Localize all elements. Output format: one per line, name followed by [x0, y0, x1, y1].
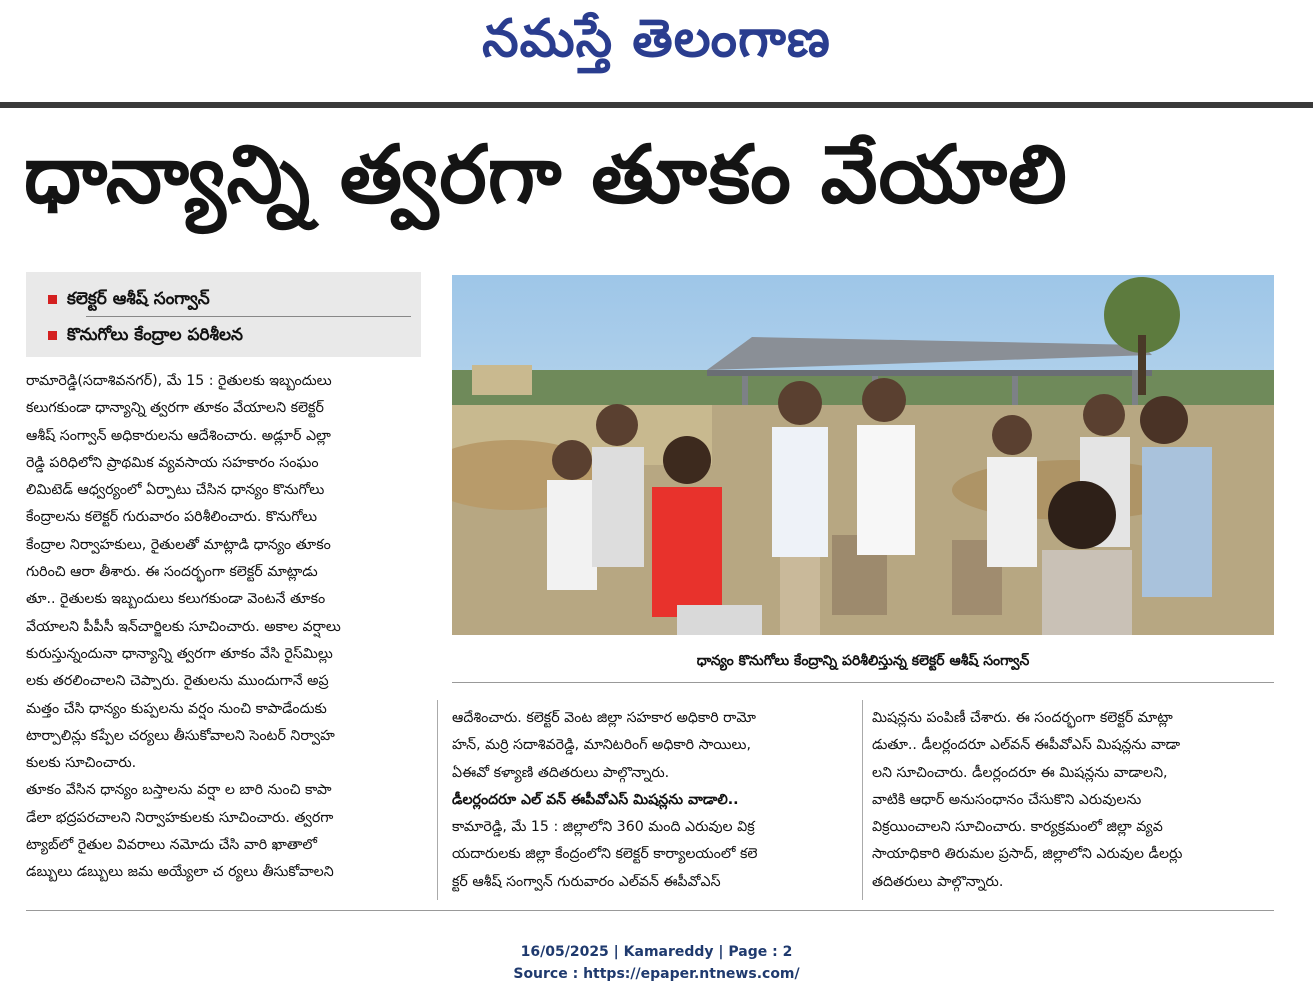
article-column-3: [872, 705, 1272, 896]
masthead-rule: [0, 102, 1313, 108]
column-separator: [437, 700, 438, 900]
article-column-2: [452, 705, 852, 896]
bullet-icon: [48, 331, 57, 340]
text-line: గురించి ఆరా తీశారు. ఈ సందర్భంగా కలెక్టర్ మాట్లాడు: [26, 564, 318, 581]
text-line: తూ.. రైతులకు ఇబ్బందులు కలుగకుండా వెంటనే తూకం: [26, 591, 326, 608]
highlight-text: కలెక్టర్ ఆశీష్ సంగ్వాన్: [67, 289, 210, 309]
highlights-box: [26, 272, 421, 357]
text-line: లని సూచించారు. డీలర్లందరూ ఈ మిషన్లను వాడాలని,: [872, 764, 1168, 781]
text-line: కురుస్తున్నందునా ధాన్యాన్ని త్వరగా తూకం వేసి రైస్‌మిల్లు: [26, 645, 333, 662]
bullet-icon: [48, 295, 57, 304]
article-headline: ధాన్యాన్ని త్వరగా తూకం వేయాలి: [24, 128, 1068, 221]
text-line: ఏఈవో కళ్యాణి తదితరులు పాల్గొన్నారు.: [452, 764, 670, 781]
text-line: ట్యాబ్‌లో రైతుల వివరాలు నమోదు చేసి వారి ఖాతాలో: [26, 837, 318, 854]
sub-headline: డీలర్లందరూ ఎల్ వన్ ఈపీవోఎస్ మిషన్లను వాడాలి..: [452, 791, 739, 808]
text-line: రామారెడ్డి(సదాశివనగర్), మే 15 : రైతులకు ఇబ్బందులు: [26, 373, 332, 389]
text-line: మిషన్లను పంపిణీ చేశారు. ఈ సందర్భంగా కలెక్టర్ మాట్లా: [872, 710, 1173, 726]
text-line: రెడ్డి పరిధిలోని ప్రాథమిక వ్యవసాయ సహకారం సంఘం: [26, 454, 319, 471]
footer-source-link[interactable]: Source : https://epaper.ntnews.com/: [513, 966, 800, 982]
text-line: కేంద్రాలను కలెక్టర్ గురువారం పరిశీలించారు. కొనుగోలు: [26, 509, 318, 526]
text-line: హన్, మర్రి సదాశివరెడ్డి, మానిటరింగ్ అధికారి సాయిలు,: [452, 737, 751, 754]
column-separator: [862, 700, 863, 900]
highlight-divider: [86, 316, 411, 317]
text-line: సాయాధికారి తిరుమల ప్రసాద్, జిల్లాలోని ఎరువుల డీలర్లు: [872, 846, 1183, 863]
highlight-item: [48, 284, 210, 314]
text-line: కామారెడ్డి, మే 15 : జిల్లాలోని 360 మంది ఎరువుల విక్ర: [452, 819, 755, 836]
footer-edition-info: 16/05/2025 | Kamareddy | Page : 2: [520, 944, 793, 960]
text-line: వేయాలని పీపీసీ ఇన్‌చార్జిలకు సూచించారు. అకాల వర్షాలు: [26, 618, 341, 635]
text-line: డుతూ.. డీలర్లందరూ ఎల్‌వన్ ఈపీవోఎస్ మిషన్లను వాడా: [872, 737, 1181, 754]
masthead-logo: నమస్తే తెలంగాణ: [482, 8, 831, 69]
text-line: కలుగకుండా ధాన్యాన్ని త్వరగా తూకం వేయాలని కలెక్టర్: [26, 400, 324, 417]
text-line: ఆదేశించారు. కలెక్టర్ వెంట జిల్లా సహకార అధికారి రామో: [452, 710, 756, 726]
text-line: కేంద్రాల నిర్వాహకులు, రైతులతో మాట్లాడి ధాన్యం తూకం: [26, 536, 331, 553]
photo-illustration: [452, 275, 1274, 635]
text-line: విక్రయించాలని సూచించారు. కార్యక్రమంలో జిల్లా వ్యవ: [872, 819, 1163, 836]
highlight-text: కొనుగోలు కేంద్రాల పరిశీలన: [67, 325, 243, 345]
text-line: యదారులకు జిల్లా కేంద్రంలోని కలెక్టర్ కార్యాలయంలో కలె: [452, 846, 758, 863]
text-line: క్టర్ ఆశీష్ సంగ్వాన్ గురువారం ఎల్‌వన్ ఈపీవోఎస్: [452, 873, 721, 890]
text-line: ఆశీష్ సంగ్వాన్ అధికారులను ఆదేశించారు. అడ్లూర్ ఎల్లా: [26, 427, 331, 444]
bottom-rule: [26, 910, 1274, 911]
text-line: వాటికి ఆధార్ అనుసంధానం చేసుకొని ఎరువులను: [872, 791, 1142, 808]
text-line: డబ్బులు డబ్బులు జమ అయ్యేలా చ ర్యలు తీసుకోవాలని: [26, 864, 334, 881]
highlight-item: [48, 320, 243, 350]
photo-caption: ధాన్యం కొనుగోలు కేంద్రాన్ని పరిశీలిస్తున్న కలెక్టర్ ఆశీష్ సంగ్వాన్: [696, 653, 1030, 669]
text-line: డేలా భద్రపరచాలని నిర్వాహకులకు సూచించారు. త్వరగా: [26, 809, 334, 826]
article-column-1: [26, 368, 426, 887]
masthead: [0, 0, 1313, 102]
text-line: తూకం వేసిన ధాన్యం బస్తాలను వర్షా ల బారి నుంచి కాపా: [26, 782, 332, 799]
text-line: లిమిటెడ్ ఆధ్వర్యంలో ఏర్పాటు చేసిన ధాన్యం కొనుగోలు: [26, 482, 325, 499]
article-photo: [452, 275, 1274, 635]
text-line: తదితరులు పాల్గొన్నారు.: [872, 873, 1004, 890]
caption-rule: [452, 682, 1274, 683]
text-line: టార్పాలిన్లు కప్పేల చర్యలు తీసుకోవాలని సెంటర్ నిర్వాహ: [26, 727, 335, 744]
text-line: మత్తం చేసి ధాన్యం కుప్పలను వర్షం నుంచి కాపాడేందుకు: [26, 700, 327, 717]
text-line: లకు తరలించాలని చెప్పారు. రైతులను ముందుగానే అప్ర: [26, 673, 329, 690]
text-line: కులకు సూచించారు.: [26, 755, 137, 772]
